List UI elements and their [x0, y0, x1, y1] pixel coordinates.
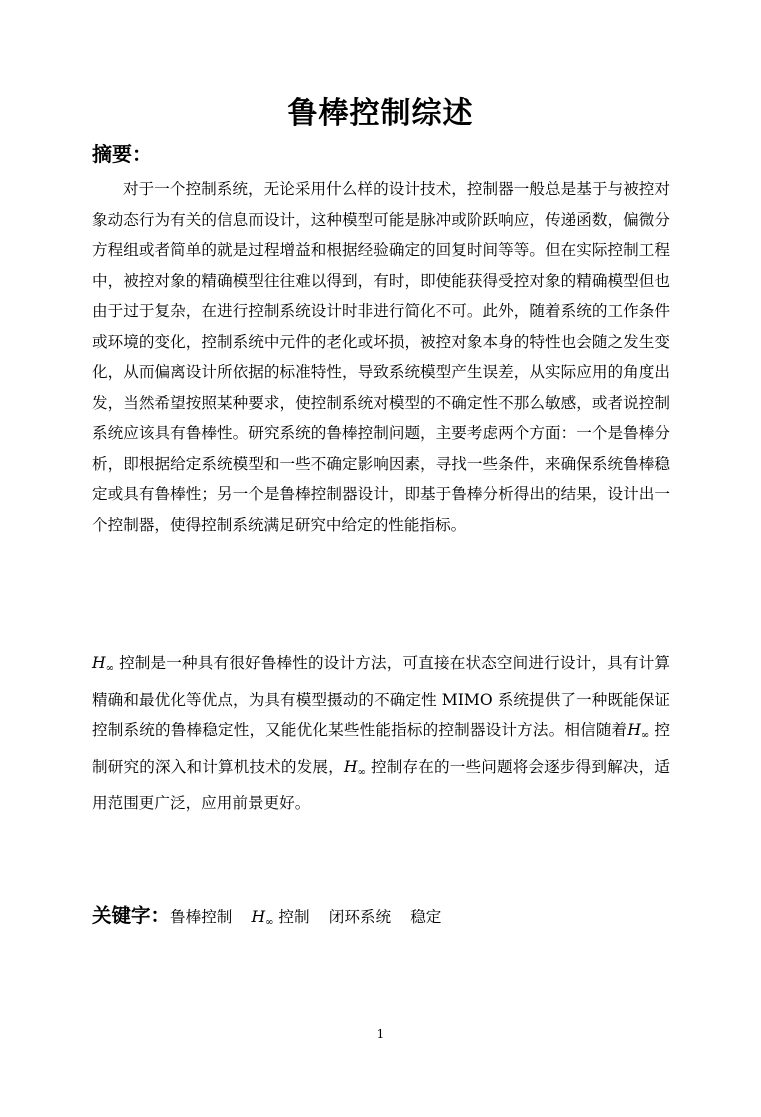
abstract-paragraph-2	[92, 648, 670, 819]
page-title: 鲁棒控制综述	[287, 96, 474, 131]
h-infinity-symbol: $H_\infty$	[92, 654, 114, 674]
paragraph-2-text-1: 控制是一种具有很好鲁棒性的设计方法，可直接在状态空间进行设计，具有计算精确和最优化等优点，为具有模型摄动的不确定性 MIMO 系统提供了一种既能保证控制系统的鲁棒稳定性，又能优化某些性能指标的控制器设计方法。相信随着	[92, 654, 670, 739]
keyword-stability: 稳定	[410, 908, 442, 926]
h-infinity-symbol: $H_\infty$	[343, 757, 366, 778]
abstract-heading: 摘要：	[92, 142, 152, 166]
keyword-h-infinity-control: $H_\infty$ 控制	[251, 908, 310, 928]
page-number: 1	[376, 1027, 385, 1041]
h-infinity-symbol: $H_\infty$	[627, 721, 650, 741]
keyword-robust-control: 鲁棒控制	[170, 908, 233, 926]
h-infinity-symbol: $H_\infty$	[251, 908, 274, 928]
paragraph-2-text-2: 控制研究的深入和计算机技术的发展，	[92, 721, 670, 776]
paragraph-2-text-3: 控制存在的一些问题将会逐步得到解决，适用范围更广泛，应用前景更好。	[92, 757, 670, 812]
keywords-line	[92, 901, 692, 938]
abstract-paragraph-1: 对于一个控制系统，无论采用什么样的设计技术，控制器一般总是基于与被控对象动态行为有关的信息而设计，这种模型可能是脉冲或阶跃响应，传递函数，偏微分方程组或者简单的就是过程增益和根据经验确定的回复时间等等。但在实际控制工程中，被控对象的精确模型往往难以得到，有时，即使能获得受控对象的精确模型但也由于过于复杂，在进行控制系统设计时非进行简化不可。此外，随着系统的工作条件或环境的变化，控制系统中元件的老化或坏损，被控对象本身的特性也会随之发生变化，从而偏离设计所依据的标准特性，导致系统模型产生误差，从实际应用的角度出发，当然希望按照某种要求，使控制系统对模型的不确定性不那么敏感，或者说控制系统应该具有鲁棒性。研究系统的鲁棒控制问题，主要考虑两个方面：一个是鲁棒分析，即根据给定系统模型和一些不确定影响因素，寻找一些条件，来确保系统鲁棒稳定或具有鲁棒性；另一个是鲁棒控制器设计，即基于鲁棒分析得出的结果，设计出一个控制器，使得控制系统满足研究中给定的性能指标。	[92, 180, 670, 534]
keywords-label: 关键字：	[92, 904, 171, 927]
keyword-closed-loop-system: 闭环系统	[328, 908, 392, 926]
